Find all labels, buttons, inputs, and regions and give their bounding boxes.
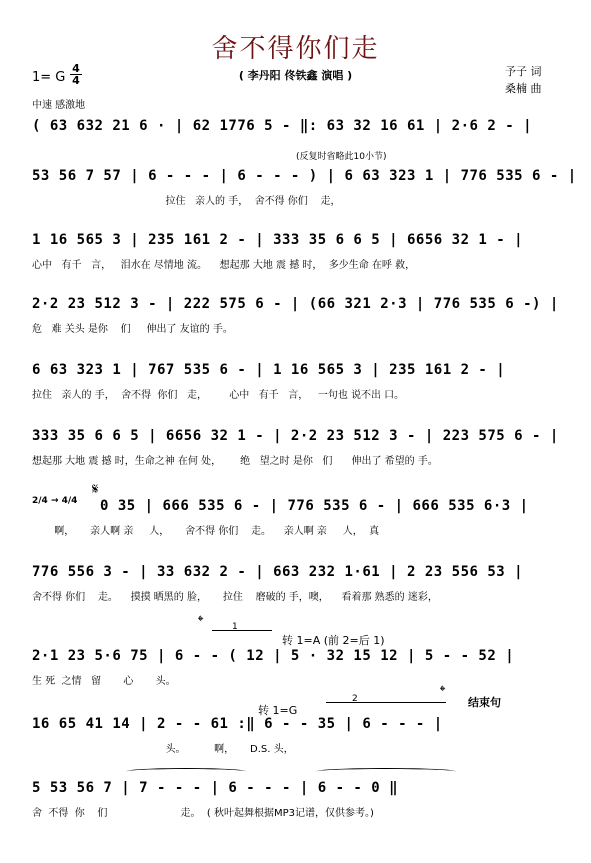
lyrics-line: 舍不得 你们 走。 摸摸 晒黑的 脸， 拉住 磨破的 手，噢， 看着那 熟悉的 迷彩，: [32, 592, 438, 603]
coda-ending-label: 结束句: [468, 696, 501, 709]
notation-line: ( 63 632 21 6 · | 62 1776 5 - ‖: 63 32 16 61 | 2·6 2 - |: [32, 118, 533, 134]
tempo-marking: 中速 感激地: [32, 100, 86, 111]
lyrics-line: 舍 不得 你 们 走。 ( 秋叶起舞根据MP3记谱，仅供参考。): [32, 808, 374, 819]
notation-line: 5 53 56 7 | 7 - - - | 6 - - - | 6 - - 0 ‖: [32, 780, 399, 796]
volta-bracket-1: [212, 630, 272, 631]
lyrics-line: 拉住 亲人的 手， 舍不得 你们 走，: [32, 196, 341, 207]
notation-line: 333 35 6 6 5 | 6656 32 1 - | 2·2 23 512 3 - | 223 575 6 - |: [32, 428, 559, 444]
notation-line: 1 16 565 3 | 235 161 2 - | 333 35 6 6 5 | 6656 32 1 - |: [32, 232, 524, 248]
key-signature: 1= G: [32, 70, 66, 85]
key-change-label: 转 1=G: [258, 704, 298, 717]
lyrics-line: 心中 有千 言， 泪水在 尽情地 流。 想起那 大地 震 撼 时， 多少生命 在呼 救，: [32, 260, 416, 271]
notation-line: 0 35 | 666 535 6 - | 776 535 6 - | 666 535 6·3 |: [100, 498, 529, 514]
lyrics-line: 想起那 大地 震 撼 时，生命之神 在何 处， 绝 望之时 是你 们 伸出了 希望的 手。: [32, 456, 438, 467]
volta-number: 1: [232, 622, 238, 632]
lyrics-line: 拉住 亲人的 手， 舍不得 你们 走， 心中 有千 言， 一句也 说不出 口。: [32, 390, 405, 401]
repeat-annotation: (反复时省略此10小节): [296, 152, 387, 162]
notation-line: 2·2 23 512 3 - | 222 575 6 - | (66 321 2·3 | 776 535 6 -) |: [32, 296, 559, 312]
segno-sign-icon: 𝄋: [92, 480, 99, 498]
meter-top: 4: [72, 62, 80, 75]
singers-subtitle: ( 李丹阳 佟铁鑫 演唱 ): [238, 69, 353, 82]
lyrics-line: 头。 啊， D.S. 头，: [32, 744, 294, 755]
volta-bracket-2: [326, 702, 446, 703]
meter-bottom: 4: [72, 74, 80, 87]
lyrics-line: 生 死 之情 留 心 头。: [32, 676, 176, 687]
key-change-label: 转 1=A (前 2=后 1): [282, 634, 385, 647]
notation-line: 6 63 323 1 | 767 535 6 - | 1 16 565 3 | 235 161 2 - |: [32, 362, 506, 378]
composer-credit: 桑楠 曲: [505, 82, 542, 95]
meter-change-label: 2/4 → 4/4: [32, 496, 78, 506]
credits: [505, 63, 542, 97]
lyrics-line: 危 难 关头 是你 们 伸出了 友谊的 手。: [32, 324, 233, 335]
coda-sign-icon: 𝄌: [198, 612, 204, 630]
lyricist-credit: 予子 词: [505, 65, 542, 78]
notation-line: 16 65 41 14 | 2 - - 61 :‖ 6 - - 35 | 6 - - - |: [32, 716, 443, 732]
lyrics-line: 啊， 亲人啊 亲 人， 舍不得 你们 走。 亲人啊 亲 人， 真: [32, 526, 380, 537]
notation-line: 2·1 23 5·6 75 | 6 - - ( 12 | 5 · 32 15 12 | 5 - - 52 |: [32, 648, 515, 664]
tie-slur: [126, 768, 246, 775]
time-signature: [70, 63, 82, 86]
notation-line: 53 56 7 57 | 6 - - - | 6 - - - ) | 6 63 323 1 | 776 535 6 - |: [32, 168, 577, 184]
page-title: 舍不得你们走: [211, 34, 380, 64]
notation-line: 776 556 3 - | 33 632 2 - | 663 232 1·61 | 2 23 556 53 |: [32, 564, 524, 580]
coda-sign-icon: 𝄌: [440, 682, 446, 700]
tie-slur: [316, 768, 456, 775]
volta-number: 2: [352, 694, 358, 704]
